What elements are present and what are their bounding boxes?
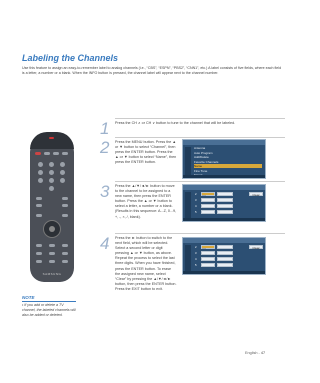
remote-button (49, 260, 55, 263)
osd-side-icons (185, 245, 191, 272)
step-divider (115, 233, 285, 234)
channel-button (62, 197, 68, 200)
power-button (35, 152, 41, 155)
osd-name-field-selected: ---- (201, 192, 215, 196)
osd-name-field (217, 210, 233, 214)
osd-clear-button: Clear (249, 245, 263, 249)
footer-language: English (245, 351, 258, 355)
osd-footer (183, 271, 265, 274)
osd-footer (183, 218, 265, 221)
osd-title-bar (183, 140, 265, 145)
note-divider (22, 301, 76, 302)
osd-channel-number: 5 (195, 210, 197, 214)
osd-channel-number: 2 (195, 192, 197, 196)
osd-menu-item: Auto Program (194, 150, 213, 155)
osd-channel-number: 3 (195, 251, 197, 255)
osd-name-field (201, 204, 215, 208)
osd-name-field (217, 263, 233, 267)
osd-channel-menu (182, 139, 266, 179)
step-number: 2 (100, 138, 110, 157)
remote-button (53, 152, 59, 155)
osd-name-edit (182, 237, 266, 275)
osd-menu-item: Fine Tune (194, 168, 208, 173)
remote-button (62, 244, 68, 247)
osd-name-field (217, 245, 233, 249)
osd-name-field (201, 210, 215, 214)
direction-pad (43, 220, 61, 238)
page-title: Labeling the Channels (22, 53, 119, 63)
number-button (49, 170, 54, 175)
volume-button (36, 204, 42, 207)
osd-title-bar (183, 185, 265, 190)
step-text: Press the ▲/▼/◄/► button to move to the channel to be assigned to a new name, then press the ENTER button. Press the ▲ or ▼ button to select a letter, a number or a blank. (Results in this sequence: A...Z, 0...9, +, -, ×, /, blank). (115, 184, 177, 219)
osd-menu-item: Favorite Channels (194, 159, 219, 164)
number-button (49, 178, 54, 183)
osd-menu-item: Antenna (194, 146, 206, 150)
osd-name-field-editing: ---- (201, 245, 215, 249)
volume-button (36, 197, 42, 200)
osd-footer (183, 175, 265, 178)
osd-name-field (217, 257, 233, 261)
osd-channel-number: 3 (195, 198, 197, 202)
number-button (38, 170, 43, 175)
page-number: 47 (260, 351, 266, 355)
step-text: Press the ► button to switch to the next field, which will be selected. Select a second letter or digit pressing ▲ or ▼ button, as above. Repeat the process to select the last three digits. When you have finished, press the ENTER button. To erase the assigned new name, select “Clear” by pressing the ▲/▼/◄/► button, then press the ENTER button. Press the EXIT button to exit. (115, 236, 177, 291)
note-heading: NOTE (22, 295, 35, 300)
number-button (49, 162, 54, 167)
note-text: • If you add or delete a TV channel, the labeled channels will also be added or deleted. (22, 303, 76, 317)
remote-button (44, 152, 50, 155)
osd-name-field (217, 204, 233, 208)
osd-name-field (201, 263, 215, 267)
step-divider (115, 137, 285, 138)
remote-top (30, 132, 74, 149)
number-button (60, 170, 65, 175)
osd-name-field (201, 198, 215, 202)
osd-name-field (217, 198, 233, 202)
osd-side-icons (185, 147, 191, 176)
remote-button (49, 252, 55, 255)
osd-side-icons (185, 192, 191, 219)
osd-channel-number: 2 (195, 245, 197, 249)
step-divider (115, 118, 285, 119)
remote-button (36, 260, 42, 263)
number-button (38, 178, 43, 183)
remote-control-illustration (30, 132, 74, 282)
remote-button (62, 152, 68, 155)
osd-title-bar (183, 238, 265, 243)
number-button (49, 186, 54, 191)
channel-button (62, 204, 68, 207)
osd-channel-number: 4 (195, 204, 197, 208)
number-button (38, 162, 43, 167)
osd-menu-item-selected: Name (194, 164, 262, 168)
step-text: Press the CH ∧ or CH ∨ button to tune to the channel that will be labeled. (115, 121, 236, 125)
osd-channel-number: 5 (195, 263, 197, 267)
remote-button (49, 244, 55, 247)
remote-button (62, 260, 68, 263)
menu-button (36, 214, 42, 217)
osd-name-field (217, 251, 233, 255)
remote-button (36, 244, 42, 247)
power-led (49, 137, 54, 139)
step-divider (115, 181, 285, 182)
osd-name-list (182, 184, 266, 222)
osd-name-field (217, 192, 233, 196)
step-number: 1 (100, 119, 110, 138)
number-button (60, 162, 65, 167)
remote-button (62, 252, 68, 255)
osd-channel-number: 4 (195, 257, 197, 261)
number-button (60, 178, 65, 183)
osd-name-field (201, 251, 215, 255)
step-number: 3 (100, 182, 110, 201)
osd-name-field (201, 257, 215, 261)
enter-button (49, 226, 55, 232)
step-text: Press the MENU button. Press the ▲ or ▼ button to select “Channel”, then press the ENTER button. Press the ▲ or ▼ button to select “Name”, then press the ENTER button. (115, 140, 177, 165)
osd-menu-item: Add/Delete (194, 155, 209, 159)
page-footer: English - 47 (245, 351, 266, 355)
step-number: 4 (100, 234, 110, 253)
remote-brand: SAMSUNG (42, 272, 62, 276)
intro-paragraph: Use this feature to assign an easy-to-remember label to analog channels (i.e., “CBS”, “ESPN”, “PBS2”, “CNN1”, etc.) A label consists of five fields, where each field is a letter, a number or a blank. When the INFO button is pressed, the channel label will appear next to the channel number. (22, 66, 282, 76)
osd-clear-button: Clear (249, 192, 263, 196)
remote-button (36, 252, 42, 255)
exit-button (62, 214, 68, 217)
